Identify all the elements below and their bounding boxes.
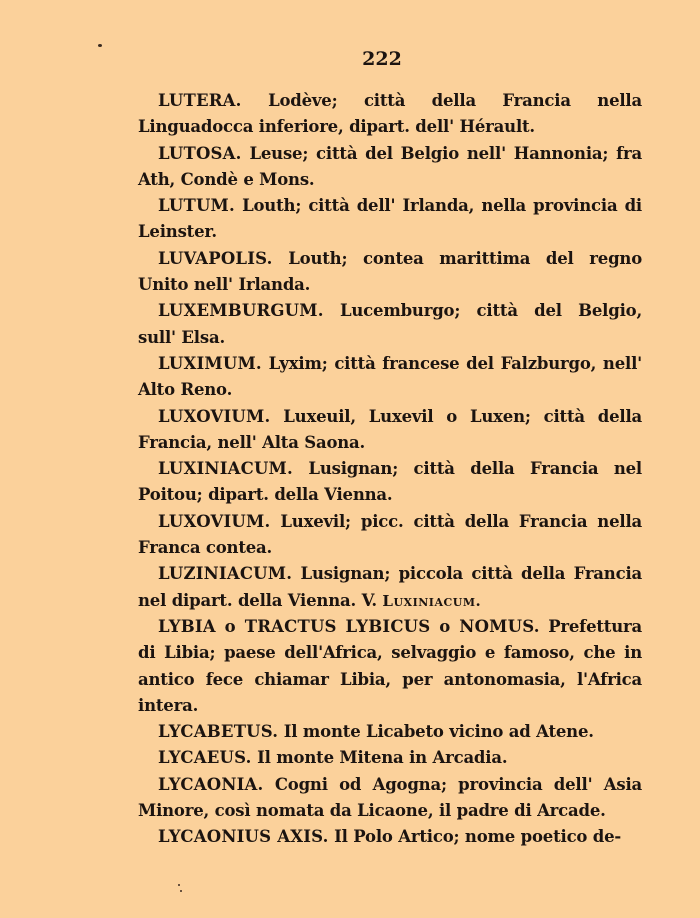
dictionary-entry: [138, 824, 642, 850]
entry-cross-reference: Luxiniacum.: [382, 591, 482, 610]
entry-headword: LUTOSA.: [158, 143, 242, 163]
entry-headword: LUZINIACUM.: [158, 564, 293, 584]
entry-definition: Prefettura di Libia; paese dell'Africa, selvaggio e famoso, che in antico fece chiamar Libia, per antonomasia, l'Africa intera.: [138, 616, 643, 715]
dictionary-entry: [138, 456, 642, 509]
entry-definition: Lodève; città della Francia nella Linguadocca inferiore, dipart. dell' Hérault.: [138, 91, 642, 137]
entry-definition: Cogni od Agogna; provincia dell' Asia Minore, così nomata da Licaone, il padre di Arcade.: [138, 774, 643, 821]
entry-definition: Lusignan; città della Francia nel Poitou; dipart. della Vienna.: [138, 459, 643, 505]
dictionary-entry: [138, 509, 642, 562]
ink-speck: [178, 884, 180, 886]
dictionary-entry: [138, 745, 642, 771]
entry-definition: Louth; contea marittima del regno Unito nell' Irlanda.: [138, 248, 643, 295]
entry-headword: LUXEMBURGUM.: [158, 301, 324, 321]
dictionary-entries: [138, 88, 642, 851]
entry-definition: Lucemburgo; città del Belgio, sull' Elsa.: [138, 301, 642, 347]
entry-definition: Lusignan; piccola città della Francia nel dipart. della Vienna. V.: [138, 564, 643, 610]
page-number: 222: [362, 48, 402, 70]
dictionary-entry: [138, 614, 642, 719]
entry-definition: Il Polo Artico; nome poetico de-: [334, 827, 622, 847]
ink-speck: [180, 890, 182, 892]
entry-headword: LYCAONIUS AXIS.: [158, 827, 329, 847]
entry-definition: Luxeuil, Luxevil o Luxen; città della Francia, nell' Alta Saona.: [138, 406, 643, 452]
entry-headword: LYBIA o TRACTUS LYBICUS o NOMUS.: [158, 616, 540, 636]
entry-headword: LYCAEUS.: [158, 748, 252, 768]
entry-headword: LYCAONIA.: [158, 774, 264, 794]
entry-headword: LUXINIACUM.: [158, 459, 293, 479]
ink-speck: [98, 44, 102, 47]
dictionary-entry: [138, 561, 642, 614]
entry-headword: LUXOVIUM.: [158, 406, 271, 426]
entry-definition: Il monte Licabeto vicino ad Atene.: [283, 722, 594, 742]
dictionary-entry: [138, 246, 642, 299]
dictionary-entry: [138, 719, 642, 745]
dictionary-entry: [138, 772, 642, 825]
entry-headword: LYCABETUS.: [158, 722, 279, 742]
entry-definition: Luxevil; picc. città della Francia nella Franca contea.: [138, 511, 643, 558]
dictionary-entry: [138, 404, 642, 457]
entry-headword: LUXIMUM.: [158, 353, 262, 373]
dictionary-entry: [138, 298, 642, 351]
entry-definition: Lyxim; città francese del Falzburgo, nell' Alto Reno.: [138, 353, 642, 400]
entry-definition: Leuse; città del Belgio nell' Hannonia; fra Ath, Condè e Mons.: [138, 143, 642, 189]
entry-definition: Louth; città dell' Irlanda, nella provincia di Leinster.: [138, 196, 642, 242]
entry-headword: LUVAPOLIS.: [158, 248, 273, 268]
entry-definition: Il monte Mitena in Arcadia.: [257, 748, 508, 768]
entry-headword: LUTERA.: [158, 91, 242, 110]
dictionary-entry: [138, 88, 642, 141]
dictionary-entry: [138, 351, 642, 404]
entry-headword: LUTUM.: [158, 196, 235, 216]
dictionary-entry: [138, 193, 642, 246]
entry-headword: LUXOVIUM.: [158, 511, 271, 531]
dictionary-entry: [138, 141, 642, 194]
